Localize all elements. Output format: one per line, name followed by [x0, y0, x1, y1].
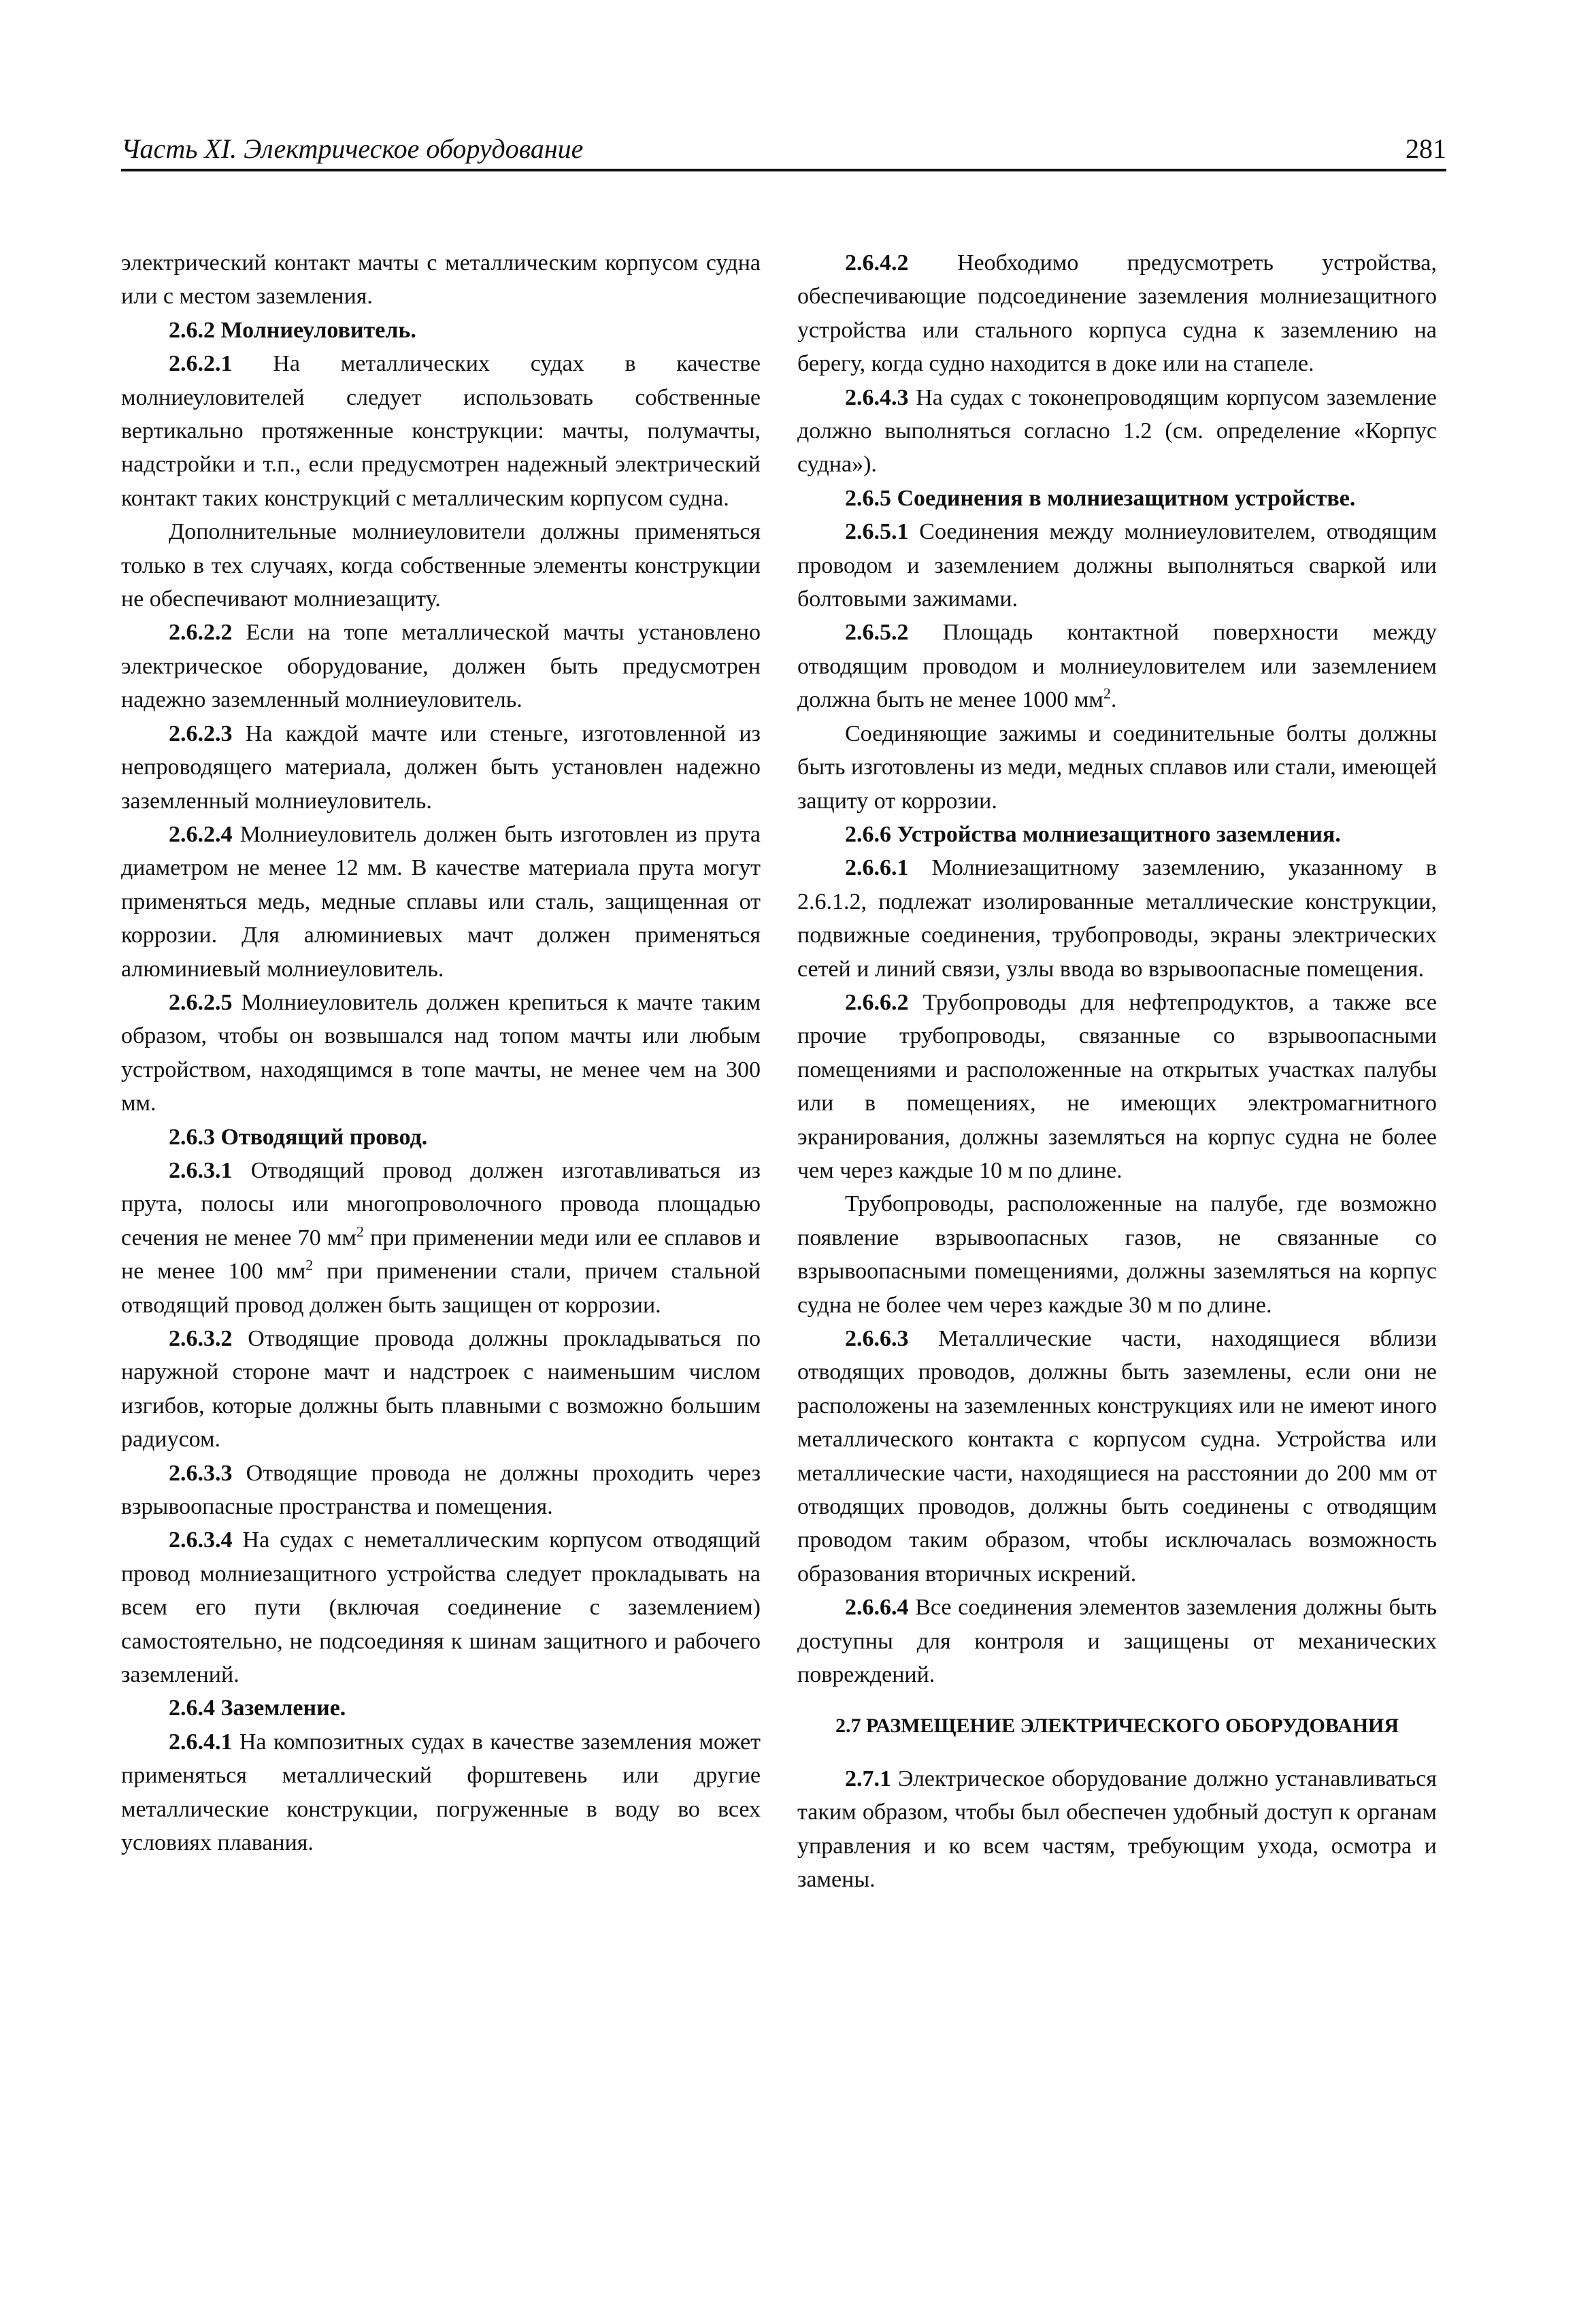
- paragraph: 2.6.3.1 Отводящий провод должен изготавливаться из прута, полосы или многопроволочного провода площадью сечения не менее 70 $мм^2$ при применении меди или ее сплавов и не менее 100 $мм^2$ при применении стали, причем стальной отводящий провод должен быть защищен от коррозии.: [121, 1157, 761, 1318]
- paragraph: 2.6.6.2 Трубопроводы для нефтепродуктов, а также все прочие трубопроводы, связанные со взрывоопасными помещениями и расположенные на открытых участках палубы или в помещениях, не имеющих электромагнитного экранирования, должны заземляться на корпус судна не более чем через каждые 10 м по длине.: [797, 989, 1437, 1183]
- paragraph: 2.6.2.3 На каждой мачте или стеньге, изготовленной из непроводящего материала, должен быть установлен надежно заземленный молниеуловитель.: [121, 721, 761, 814]
- paragraph: электрический контакт мачты с металлическим корпусом судна или с местом заземления.: [121, 250, 761, 310]
- paragraph: Трубопроводы, расположенные на палубе, где возможно появление взрывоопасных газов, не связанные со взрывоопасными помещениями, должны заземляться на корпус судна не более чем через каждые 30 м по длине.: [797, 1191, 1437, 1318]
- paragraph: Дополнительные молниеуловители должны применяться только в тех случаях, когда собственные элементы конструкции не обеспечивают молниезащиту.: [121, 519, 761, 612]
- paragraph: 2.6.4.1 На композитных судах в качестве заземления может применяться металлический форштевень или другие металлические конструкции, погруженные в воду во всех условиях плавания.: [121, 1729, 761, 1856]
- paragraph: 2.7.1 Электрическое оборудование должно устанавливаться таким образом, чтобы был обеспечен удобный доступ к органам управления и ко всем частям, требующим ухода, осмотра и замены.: [797, 1766, 1437, 1893]
- running-header: [121, 128, 1446, 171]
- subsection-heading: 2.6.5 Соединения в молниезащитном устройстве.: [845, 485, 1356, 511]
- paragraph: Соединяющие зажимы и соединительные болты должны быть изготовлены из меди, медных сплавов или стали, имеющей защиту от коррозии.: [797, 721, 1437, 814]
- paragraph: 2.6.2.5 Молниеуловитель должен крепиться к мачте таким образом, чтобы он возвышался над топом мачты или любым устройством, находящимся в топе мачты, не менее чем на 300 мм.: [121, 989, 761, 1116]
- subsection-heading: 2.6.2 Молниеуловитель.: [169, 317, 416, 343]
- paragraph: 2.6.6.3 Металлические части, находящиеся вблизи отводящих проводов, должны быть заземлены, если они не расположены на заземленных конструкциях или не имеют иного металлического контакта с корпусом судна. Устройства или металлические части, находящиеся на расстоянии до 200 мм от отводящих проводов, должны быть соединены с отводящим проводом таким образом, чтобы исключалась возможность образования вторичных искрений.: [797, 1326, 1437, 1587]
- right-column: [797, 246, 1437, 1897]
- paragraph: 2.6.3.4 На судах с неметаллическим корпусом отводящий провод молниезащитного устройства следует прокладывать на всем его пути (включая соединение с заземлением) самостоятельно, не подсоединяя к шинам защитного и рабочего заземлений.: [121, 1527, 761, 1688]
- paragraph: 2.6.6.4 Все соединения элементов заземления должны быть доступны для контроля и защищены от механических повреждений.: [797, 1595, 1437, 1688]
- paragraph: 2.6.2.2 Если на топе металлической мачты установлено электрическое оборудование, должен быть предусмотрен надежно заземленный молниеуловитель.: [121, 620, 761, 713]
- paragraph: 2.6.6.1 Молниезащитному заземлению, указанному в 2.6.1.2, подлежат изолированные металлические конструкции, подвижные соединения, трубопроводы, экраны электрических сетей и линий связи, узлы ввода во взрывоопасные помещения.: [797, 855, 1437, 982]
- paragraph: 2.6.3.3 Отводящие провода не должны проходить через взрывоопасные пространства и помещения.: [121, 1460, 761, 1520]
- paragraph: 2.6.5.1 Соединения между молниеуловителем, отводящим проводом и заземлением должны выполняться сваркой или болтовыми зажимами.: [797, 519, 1437, 612]
- subsection-heading: 2.6.3 Отводящий провод.: [169, 1124, 428, 1150]
- paragraph: 2.6.2.4 Молниеуловитель должен быть изготовлен из прута диаметром не менее 12 мм. В качестве материала прута могут применяться медь, медные сплавы или сталь, защищенная от коррозии. Для алюминиевых мачт должен применяться алюминиевый молниеуловитель.: [121, 821, 761, 982]
- paragraph: 2.6.4.2 Необходимо предусмотреть устройства, обеспечивающие подсоединение заземления молниезащитного устройства или стального корпуса судна к заземлению на берегу, когда судно находится в доке или на стапеле.: [797, 250, 1437, 377]
- paragraph: 2.6.3.2 Отводящие провода должны прокладываться по наружной стороне мачт и надстроек с наименьшим числом изгибов, которые должны быть плавными с возможно большим радиусом.: [121, 1326, 761, 1453]
- header-title: Часть XI. Электрическое оборудование: [121, 133, 584, 164]
- subsection-heading: 2.6.4 Заземление.: [169, 1695, 346, 1721]
- page-number: 281: [1406, 133, 1446, 164]
- paragraph: 2.6.4.3 На судах с токонепроводящим корпусом заземление должно выполняться согласно 1.2 (см. определение «Корпус судна»).: [797, 384, 1437, 478]
- paragraph: 2.6.5.2 Площадь контактной поверхности между отводящим проводом и молниеуловителем или заземлением должна быть не менее 1000 $мм^2$.: [797, 620, 1437, 713]
- left-column: [121, 246, 761, 1860]
- section-heading: 2.7 РАЗМЕЩЕНИЕ ЭЛЕКТРИЧЕСКОГО ОБОРУДОВАНИЯ: [835, 1715, 1399, 1738]
- paragraph: 2.6.2.1 На металлических судах в качестве молниеуловителей следует использовать собственные вертикально протяженные конструкции: мачты, полумачты, надстройки и т.п., если предусмотрен надежный электрический контакт таких конструкций с металлическим корпусом судна.: [121, 351, 761, 511]
- subsection-heading: 2.6.6 Устройства молниезащитного заземления.: [845, 821, 1341, 847]
